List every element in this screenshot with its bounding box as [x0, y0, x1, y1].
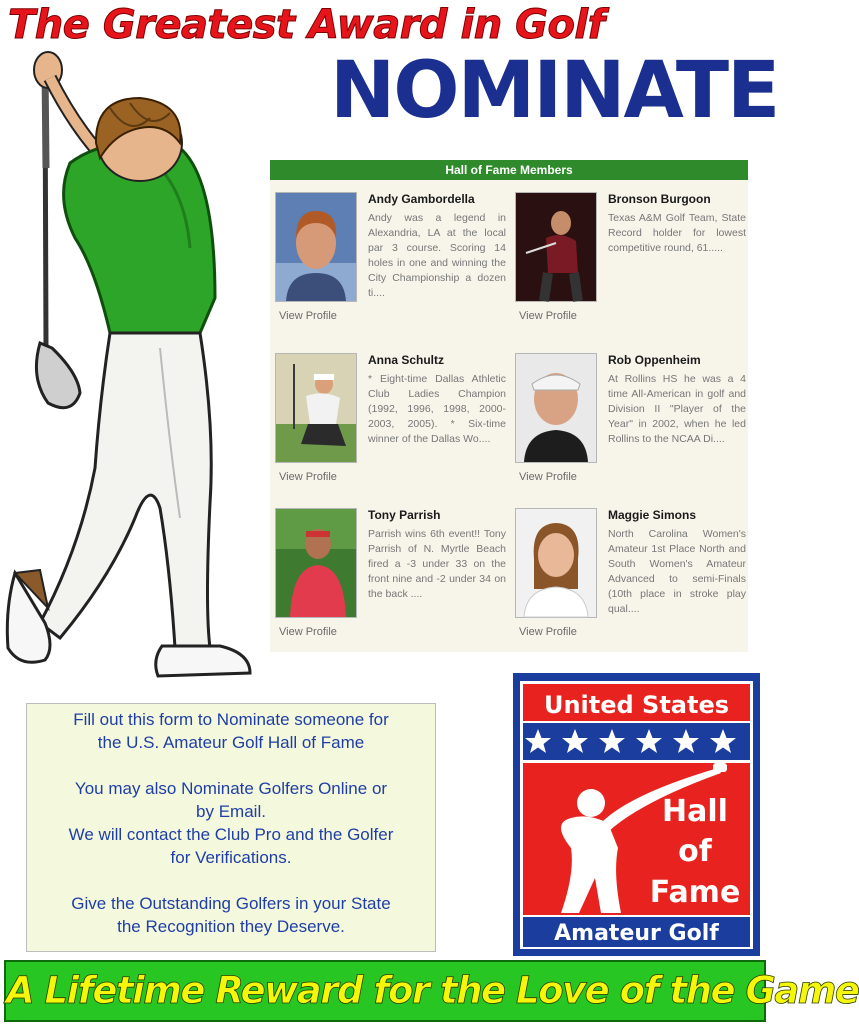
- member-name: Tony Parrish: [368, 508, 441, 522]
- member-name: Anna Schultz: [368, 353, 445, 367]
- view-profile-link[interactable]: View Profile: [519, 471, 577, 483]
- info-line: the Recognition they Deserve.: [117, 917, 345, 936]
- member-card: [270, 496, 505, 646]
- info-line: Fill out this form to Nominate someone for: [73, 710, 389, 729]
- logo-hall-text: Hall: [662, 794, 728, 829]
- logo-of-text: of: [678, 834, 712, 869]
- view-profile-link[interactable]: View Profile: [279, 471, 337, 483]
- info-line: We will contact the Club Pro and the Golfer: [68, 825, 394, 844]
- member-card: [270, 341, 505, 491]
- member-name: Rob Oppenheim: [608, 353, 701, 367]
- hall-of-fame-header: Hall of Fame Members: [270, 160, 748, 180]
- member-card: [510, 496, 745, 646]
- bottom-banner: A Lifetime Reward for the Love of the Game: [4, 960, 766, 1022]
- member-photo: [515, 508, 597, 618]
- view-profile-link[interactable]: View Profile: [279, 310, 337, 322]
- hall-of-fame-panel: [270, 160, 748, 652]
- member-photo: [275, 192, 357, 302]
- member-bio: * Eight-time Dallas Athletic Club Ladies Champion (1992, 1996, 1998, 2000-2003, 2005). * Six-time winner of the Dallas Wo....: [368, 373, 506, 445]
- member-bio: Andy was a legend in Alexandria, LA at the local par 3 course. Scoring 14 holes in one and winning the City Championship a dozen ti....: [368, 212, 506, 299]
- view-profile-link[interactable]: View Profile: [519, 626, 577, 638]
- member-name: Bronson Burgoon: [608, 192, 711, 206]
- member-photo: [515, 192, 597, 302]
- member-bio: At Rollins HS he was a 4 time All-American in golf and Division II "Player of the Year" in 2002, when he led Rollins to the NCAA Di....: [608, 373, 746, 445]
- logo-top-text: United States: [543, 691, 730, 719]
- logo-bottom-text: Amateur Golf: [554, 921, 719, 946]
- headline: The Greatest Award in Golf: [8, 2, 605, 48]
- info-line: for Verifications.: [170, 848, 292, 867]
- member-photo: [515, 353, 597, 463]
- member-bio: North Carolina Women's Amateur 1st Place North and South Women's Amateur Advanced to semi-Finals (10th place in stroke play qual....: [608, 528, 746, 615]
- member-card: [270, 180, 505, 330]
- info-line: Give the Outstanding Golfers in your State: [71, 894, 391, 913]
- hall-of-fame-logo: [513, 673, 760, 956]
- member-name: Maggie Simons: [608, 508, 697, 522]
- logo-fame-text: Fame: [649, 875, 741, 910]
- member-photo: [275, 353, 357, 463]
- nominate-title: NOMINATE: [330, 46, 779, 136]
- nomination-info-box: [26, 703, 436, 952]
- info-line: You may also Nominate Golfers Online or: [74, 779, 388, 798]
- info-line: the U.S. Amateur Golf Hall of Fame: [97, 733, 365, 752]
- member-name: Andy Gambordella: [368, 192, 475, 206]
- golfer-illustration: [0, 48, 290, 688]
- view-profile-link[interactable]: View Profile: [519, 310, 577, 322]
- member-bio: Texas A&M Golf Team, State Record holder for lowest competitive round, 61.....: [608, 212, 746, 254]
- member-bio: Parrish wins 6th event!! Tony Parrish of N. Myrtle Beach fired a -3 under 33 on the front nine and -2 under 34 on the back ....: [368, 528, 506, 600]
- member-card: [510, 180, 745, 330]
- view-profile-link[interactable]: View Profile: [279, 626, 337, 638]
- info-line: by Email.: [196, 802, 266, 821]
- member-photo: [275, 508, 357, 618]
- member-card: [510, 341, 745, 491]
